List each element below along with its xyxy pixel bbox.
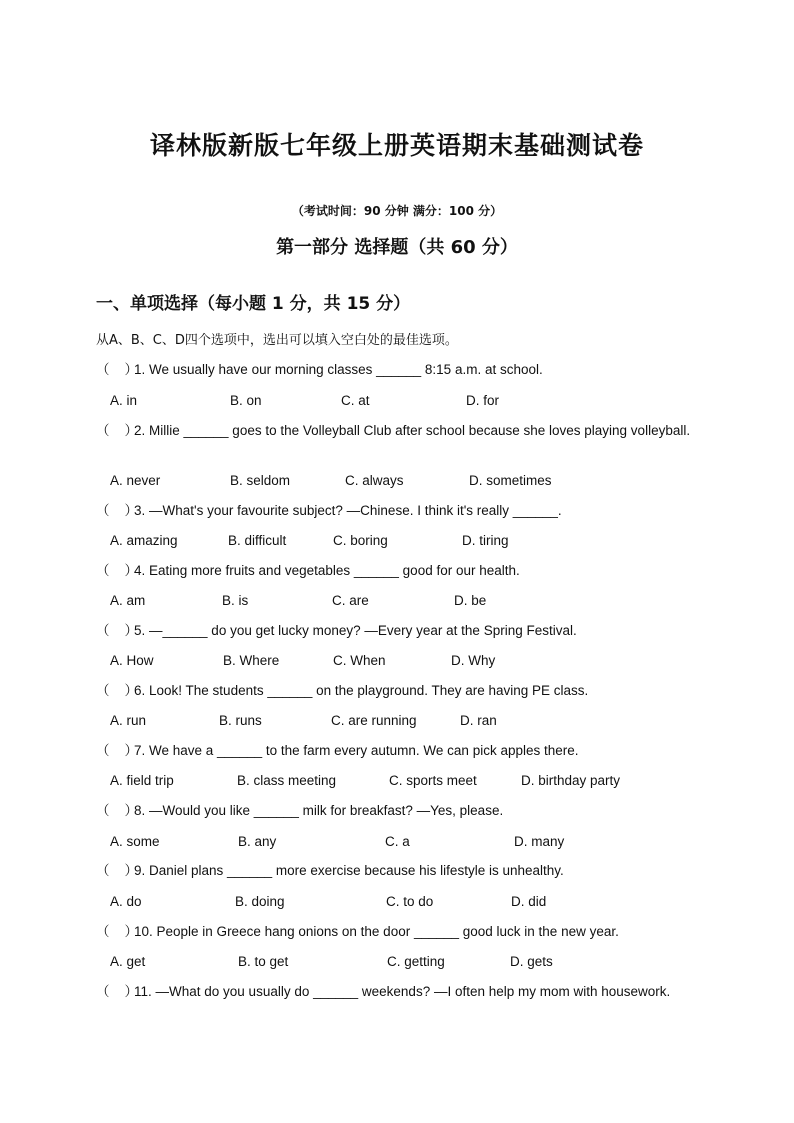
question-2 [96,418,696,443]
options-10 [110,954,730,974]
option-d[interactable]: D. birthday party [521,773,621,788]
option-c[interactable]: C. sports meet [389,773,477,788]
question-text: 3. —What's your favourite subject? —Chinese. I think it's really ______. [134,503,562,518]
part-heading: 第一部分 选择题（共 60 分） [276,237,518,258]
option-b[interactable]: B. runs [219,713,262,728]
option-d[interactable]: D. tiring [462,533,509,548]
option-c[interactable]: C. are running [331,713,417,728]
instructions: 从A、B、C、D四个选项中，选出可以填入空白处的最佳选项。 [96,333,458,348]
option-c[interactable]: C. boring [333,533,388,548]
question-text: 2. Millie ______ goes to the Volleyball Club after school because she loves playing volleyball. [134,423,691,438]
option-a[interactable]: A. How [110,653,154,668]
option-c[interactable]: C. always [345,473,404,488]
question-4 [96,558,696,583]
option-b[interactable]: B. to get [238,954,289,969]
option-b[interactable]: B. any [238,834,277,849]
answer-paren[interactable]: （ ） [96,683,139,698]
question-11 [96,979,696,1004]
question-text: 1. We usually have our morning classes ______ 8:15 a.m. at school. [134,362,543,377]
option-c[interactable]: C. When [333,653,386,668]
answer-paren[interactable]: （ ） [96,743,139,758]
answer-paren[interactable]: （ ） [96,863,139,878]
answer-paren[interactable]: （ ） [96,984,139,999]
option-c[interactable]: C. getting [387,954,445,969]
options-8 [110,834,730,854]
options-4 [110,593,730,613]
option-b[interactable]: B. seldom [230,473,291,488]
option-d[interactable]: D. sometimes [469,473,552,488]
option-c[interactable]: C. are [332,593,369,608]
answer-paren[interactable]: （ ） [96,503,139,518]
option-b[interactable]: B. is [222,593,249,608]
question-text: 7. We have a ______ to the farm every autumn. We can pick apples there. [134,743,579,758]
options-1 [110,393,730,413]
option-a[interactable]: A. never [110,473,161,488]
question-text: 6. Look! The students ______ on the playground. They are having PE class. [134,683,589,698]
question-9 [96,858,696,883]
question-text: 11. —What do you usually do ______ weekends? —I often help my mom with housework. [134,984,671,999]
options-7 [110,773,730,793]
options-2 [110,473,730,493]
question-text: 5. —______ do you get lucky money? —Every year at the Spring Festival. [134,623,577,638]
options-9 [110,894,730,914]
question-6 [96,678,696,703]
option-a[interactable]: A. field trip [110,773,174,788]
options-3 [110,533,730,553]
section-heading: 一、单项选择（每小题 1 分，共 15 分） [96,294,411,314]
question-1 [96,357,696,382]
answer-paren[interactable]: （ ） [96,423,139,438]
page-title: 译林版新版七年级上册英语期末基础测试卷 [149,131,644,160]
answer-paren[interactable]: （ ） [96,563,139,578]
option-b[interactable]: B. class meeting [237,773,337,788]
option-a[interactable]: A. get [110,954,146,969]
option-d[interactable]: D. gets [510,954,553,969]
option-a[interactable]: A. amazing [110,533,178,548]
question-10 [96,919,696,944]
option-d[interactable]: D. Why [451,653,496,668]
options-5 [110,653,730,673]
option-b[interactable]: B. Where [223,653,280,668]
option-c[interactable]: C. at [341,393,370,408]
question-8 [96,798,696,823]
option-d[interactable]: D. be [454,593,487,608]
question-5 [96,618,696,643]
option-a[interactable]: A. some [110,834,160,849]
option-c[interactable]: C. a [385,834,410,849]
option-b[interactable]: B. doing [235,894,285,909]
question-3 [96,498,696,523]
option-a[interactable]: A. in [110,393,138,408]
question-text: 4. Eating more fruits and vegetables ______ good for our health. [134,563,520,578]
option-b[interactable]: B. difficult [228,533,287,548]
question-text: 9. Daniel plans ______ more exercise because his lifestyle is unhealthy. [134,863,564,878]
option-d[interactable]: D. many [514,834,565,849]
option-a[interactable]: A. run [110,713,147,728]
answer-paren[interactable]: （ ） [96,623,139,638]
options-6 [110,713,730,733]
option-b[interactable]: B. on [230,393,262,408]
question-7 [96,738,696,763]
option-a[interactable]: A. do [110,894,142,909]
answer-paren[interactable]: （ ） [96,803,139,818]
answer-paren[interactable]: （ ） [96,362,139,377]
question-text: 10. People in Greece hang onions on the door ______ good luck in the new year. [134,924,619,939]
question-text: 8. —Would you like ______ milk for breakfast? —Yes, please. [134,803,504,818]
exam-meta: （考试时间：90 分钟 满分：100 分） [291,204,503,218]
option-c[interactable]: C. to do [386,894,434,909]
option-d[interactable]: D. for [466,393,500,408]
answer-paren[interactable]: （ ） [96,924,139,939]
option-d[interactable]: D. did [511,894,547,909]
option-d[interactable]: D. ran [460,713,497,728]
option-a[interactable]: A. am [110,593,146,608]
